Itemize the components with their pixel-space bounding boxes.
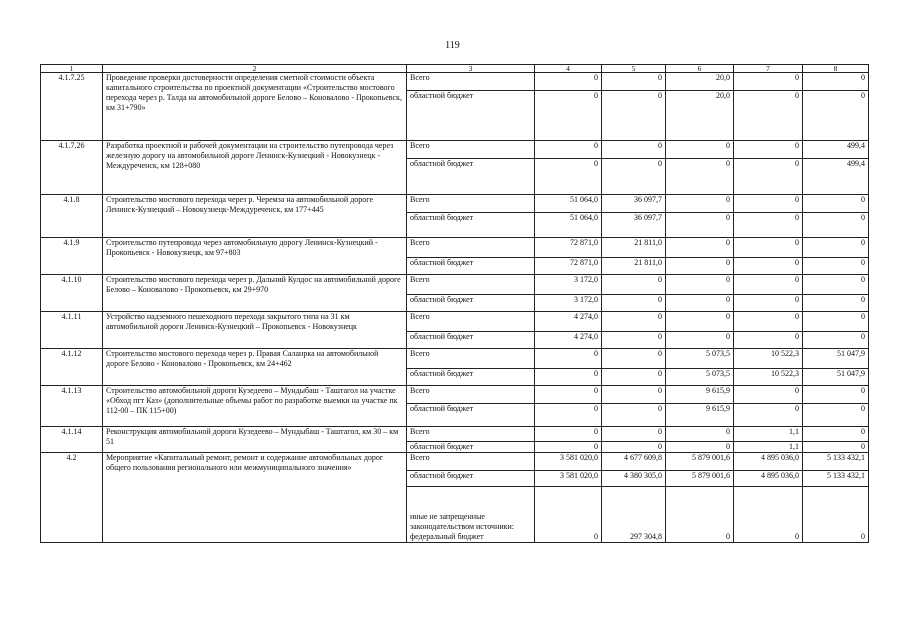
amount-cell: 0 [535,91,602,141]
amount-cell: 0 [734,159,803,195]
amount-cell: 0 [666,312,734,332]
funding-source: областной бюджет [407,213,535,238]
amount-cell: 10 522,3 [734,369,803,386]
amount-cell: 0 [734,275,803,295]
column-number: 7 [734,65,803,73]
amount-cell: 0 [666,238,734,258]
amount-cell: 0 [734,258,803,275]
amount-cell: 0 [803,427,869,442]
item-name: Реконструкция автомобильной дороги Кузедеево – Мундыбаш - Таштагол, км 30 – км 51 [103,427,407,453]
amount-cell: 5 133 432,1 [803,453,869,471]
amount-cell: 0 [602,349,666,369]
amount-cell: 51 047,9 [803,349,869,369]
amount-cell: 0 [602,312,666,332]
funding-source: Всего [407,73,535,91]
amount-cell: 20,0 [666,73,734,91]
amount-cell: 0 [666,427,734,442]
amount-cell: 0 [602,427,666,442]
column-number: 3 [407,65,535,73]
item-name: Мероприятие «Капитальный ремонт, ремонт и содержание автомобильных дорог общего пользования регионального или межмуниципального значения» [103,453,407,543]
amount-cell: 0 [803,386,869,404]
item-code: 4.1.13 [41,386,103,427]
table-row [41,238,869,258]
amount-cell: 0 [734,404,803,427]
amount-cell: 3 172,0 [535,275,602,295]
amount-cell: 0 [803,487,869,543]
amount-cell: 0 [734,295,803,312]
funding-source: Всего [407,195,535,213]
amount-cell: 9 615,9 [666,404,734,427]
amount-cell: 3 581 020,0 [535,453,602,471]
amount-cell: 0 [602,141,666,159]
funding-source: областной бюджет [407,332,535,349]
column-number: 6 [666,65,734,73]
item-name: Устройство надземного пешеходного перехода закрытого типа на 31 км автомобильной дороги Ленинск-Кузнецкий – Прокопьевск - Новокузнецк [103,312,407,349]
amount-cell: 0 [602,159,666,195]
amount-cell: 0 [734,312,803,332]
column-number: 4 [535,65,602,73]
table-body [41,65,869,543]
table-row [41,141,869,159]
funding-source: Всего [407,238,535,258]
amount-cell: 0 [666,332,734,349]
amount-cell: 0 [734,91,803,141]
item-code: 4.1.7.25 [41,73,103,141]
table-row [41,73,869,91]
amount-cell: 0 [602,404,666,427]
amount-cell: 0 [535,159,602,195]
item-code: 4.2 [41,453,103,543]
amount-cell: 4 274,0 [535,312,602,332]
item-code: 4.1.10 [41,275,103,312]
amount-cell: 0 [666,487,734,543]
item-name: Строительство мостового перехода через р. Дальний Кулдос на автомобильной дороге Белово – Коновалово - Прокопьевск, км 29+970 [103,275,407,312]
amount-cell: 0 [734,332,803,349]
amount-cell: 3 172,0 [535,295,602,312]
item-name: Проведение проверки достоверности определения сметной стоимости объекта капитального строительства по проектной документации «Строительство мостового перехода через р. Талда на автомобильной дороге Белово – Коновалово - Прокопьевск, км 31+790» [103,73,407,141]
amount-cell: 4 895 036,0 [734,471,803,487]
amount-cell: 0 [734,487,803,543]
funding-source: областной бюджет [407,159,535,195]
amount-cell: 0 [803,312,869,332]
amount-cell: 4 677 609,8 [602,453,666,471]
amount-cell: 0 [602,73,666,91]
amount-cell: 0 [734,386,803,404]
amount-cell: 0 [803,258,869,275]
amount-cell: 0 [666,195,734,213]
amount-cell: 0 [803,295,869,312]
amount-cell: 0 [602,332,666,349]
amount-cell: 0 [535,427,602,442]
amount-cell: 0 [666,141,734,159]
amount-cell: 0 [535,386,602,404]
item-name: Строительство мостового перехода через р. Черемза на автомобильной дороге Ленинск-Кузнецкий – Новокузнецк-Междуреченск, км 177+445 [103,195,407,238]
amount-cell: 0 [803,442,869,453]
item-name: Строительство путепровода через автомобильную дорогу Ленинск-Кузнецкий - Прокопьевск - Новокузнецк, км 97+803 [103,238,407,275]
amount-cell: 0 [734,213,803,238]
column-number: 1 [41,65,103,73]
amount-cell: 1,1 [734,427,803,442]
item-code: 4.1.8 [41,195,103,238]
item-code: 4.1.11 [41,312,103,349]
amount-cell: 20,0 [666,91,734,141]
amount-cell: 5 879 001,6 [666,471,734,487]
amount-cell: 0 [602,275,666,295]
amount-cell: 499,4 [803,159,869,195]
funding-source: Всего [407,453,535,471]
column-number: 2 [103,65,407,73]
table-row [41,195,869,213]
amount-cell: 21 811,0 [602,238,666,258]
amount-cell: 0 [734,141,803,159]
amount-cell: 51 064,0 [535,213,602,238]
funding-source: областной бюджет [407,471,535,487]
amount-cell: 0 [803,73,869,91]
item-code: 4.1.7.26 [41,141,103,195]
amount-cell: 0 [666,295,734,312]
amount-cell: 0 [666,442,734,453]
amount-cell: 0 [535,141,602,159]
amount-cell: 0 [535,404,602,427]
amount-cell: 51 047,9 [803,369,869,386]
funding-source: иные не запрещенные законодательством источники: федеральный бюджет [407,487,535,543]
column-number-row [41,65,869,73]
amount-cell: 9 615,9 [666,386,734,404]
amount-cell: 0 [803,332,869,349]
amount-cell: 0 [535,442,602,453]
amount-cell: 0 [803,404,869,427]
amount-cell: 21 811,0 [602,258,666,275]
amount-cell: 0 [734,238,803,258]
amount-cell: 36 097,7 [602,195,666,213]
funding-source: Всего [407,386,535,404]
funding-source: Всего [407,275,535,295]
page-number: 119 [445,40,460,51]
table-row [41,386,869,404]
funding-source: областной бюджет [407,369,535,386]
amount-cell: 0 [602,442,666,453]
funding-source: областной бюджет [407,258,535,275]
amount-cell: 0 [602,369,666,386]
amount-cell: 0 [602,295,666,312]
column-number: 8 [803,65,869,73]
amount-cell: 5 073,5 [666,349,734,369]
amount-cell: 1,1 [734,442,803,453]
amount-cell: 72 871,0 [535,258,602,275]
funding-source: областной бюджет [407,91,535,141]
amount-cell: 0 [803,213,869,238]
table-row [41,453,869,471]
item-name: Строительство мостового перехода через р. Правая Саланрка на автомобильной дороге Белово - Коновалово - Прокопьевск, км 24+462 [103,349,407,386]
amount-cell: 0 [535,73,602,91]
funding-source: областной бюджет [407,404,535,427]
amount-cell: 297 304,8 [602,487,666,543]
table-row [41,275,869,295]
table-row [41,427,869,442]
amount-cell: 0 [602,386,666,404]
item-code: 4.1.14 [41,427,103,453]
item-code: 4.1.9 [41,238,103,275]
amount-cell: 5 879 001,6 [666,453,734,471]
item-code: 4.1.12 [41,349,103,386]
amount-cell: 0 [666,213,734,238]
funding-source: областной бюджет [407,295,535,312]
funding-source: Всего [407,427,535,442]
amount-cell: 0 [734,195,803,213]
amount-cell: 0 [535,349,602,369]
amount-cell: 4 380 305,0 [602,471,666,487]
amount-cell: 0 [666,275,734,295]
amount-cell: 0 [666,159,734,195]
amount-cell: 0 [803,275,869,295]
funding-source: Всего [407,349,535,369]
budget-table [40,64,869,543]
amount-cell: 0 [803,238,869,258]
funding-source: Всего [407,312,535,332]
amount-cell: 36 097,7 [602,213,666,238]
amount-cell: 4 895 036,0 [734,453,803,471]
amount-cell: 4 274,0 [535,332,602,349]
amount-cell: 499,4 [803,141,869,159]
table-row [41,349,869,369]
amount-cell: 3 581 020,0 [535,471,602,487]
amount-cell: 10 522,3 [734,349,803,369]
amount-cell: 0 [602,91,666,141]
amount-cell: 51 064,0 [535,195,602,213]
amount-cell: 5 133 432,1 [803,471,869,487]
amount-cell: 0 [803,195,869,213]
item-name: Разработка проектной и рабочей документации на строительство путепровода через железную дорогу на автомобильной дороге Ленинск-Кузнецкий - Новокузнецк - Междуреченск, км 128+080 [103,141,407,195]
funding-source: областной бюджет [407,442,535,453]
column-number: 5 [602,65,666,73]
amount-cell: 0 [803,91,869,141]
funding-source: Всего [407,141,535,159]
amount-cell: 5 073,5 [666,369,734,386]
amount-cell: 0 [535,487,602,543]
amount-cell: 0 [535,369,602,386]
item-name: Строительство автомобильной дороги Кузедеево – Мундыбаш - Таштагол на участке «Обход пгт Каз» (дополнительные объемы работ по разработке выемки на участке пк 112-00 – ПК 115+00) [103,386,407,427]
amount-cell: 0 [734,73,803,91]
amount-cell: 0 [666,258,734,275]
table-row [41,312,869,332]
amount-cell: 72 871,0 [535,238,602,258]
